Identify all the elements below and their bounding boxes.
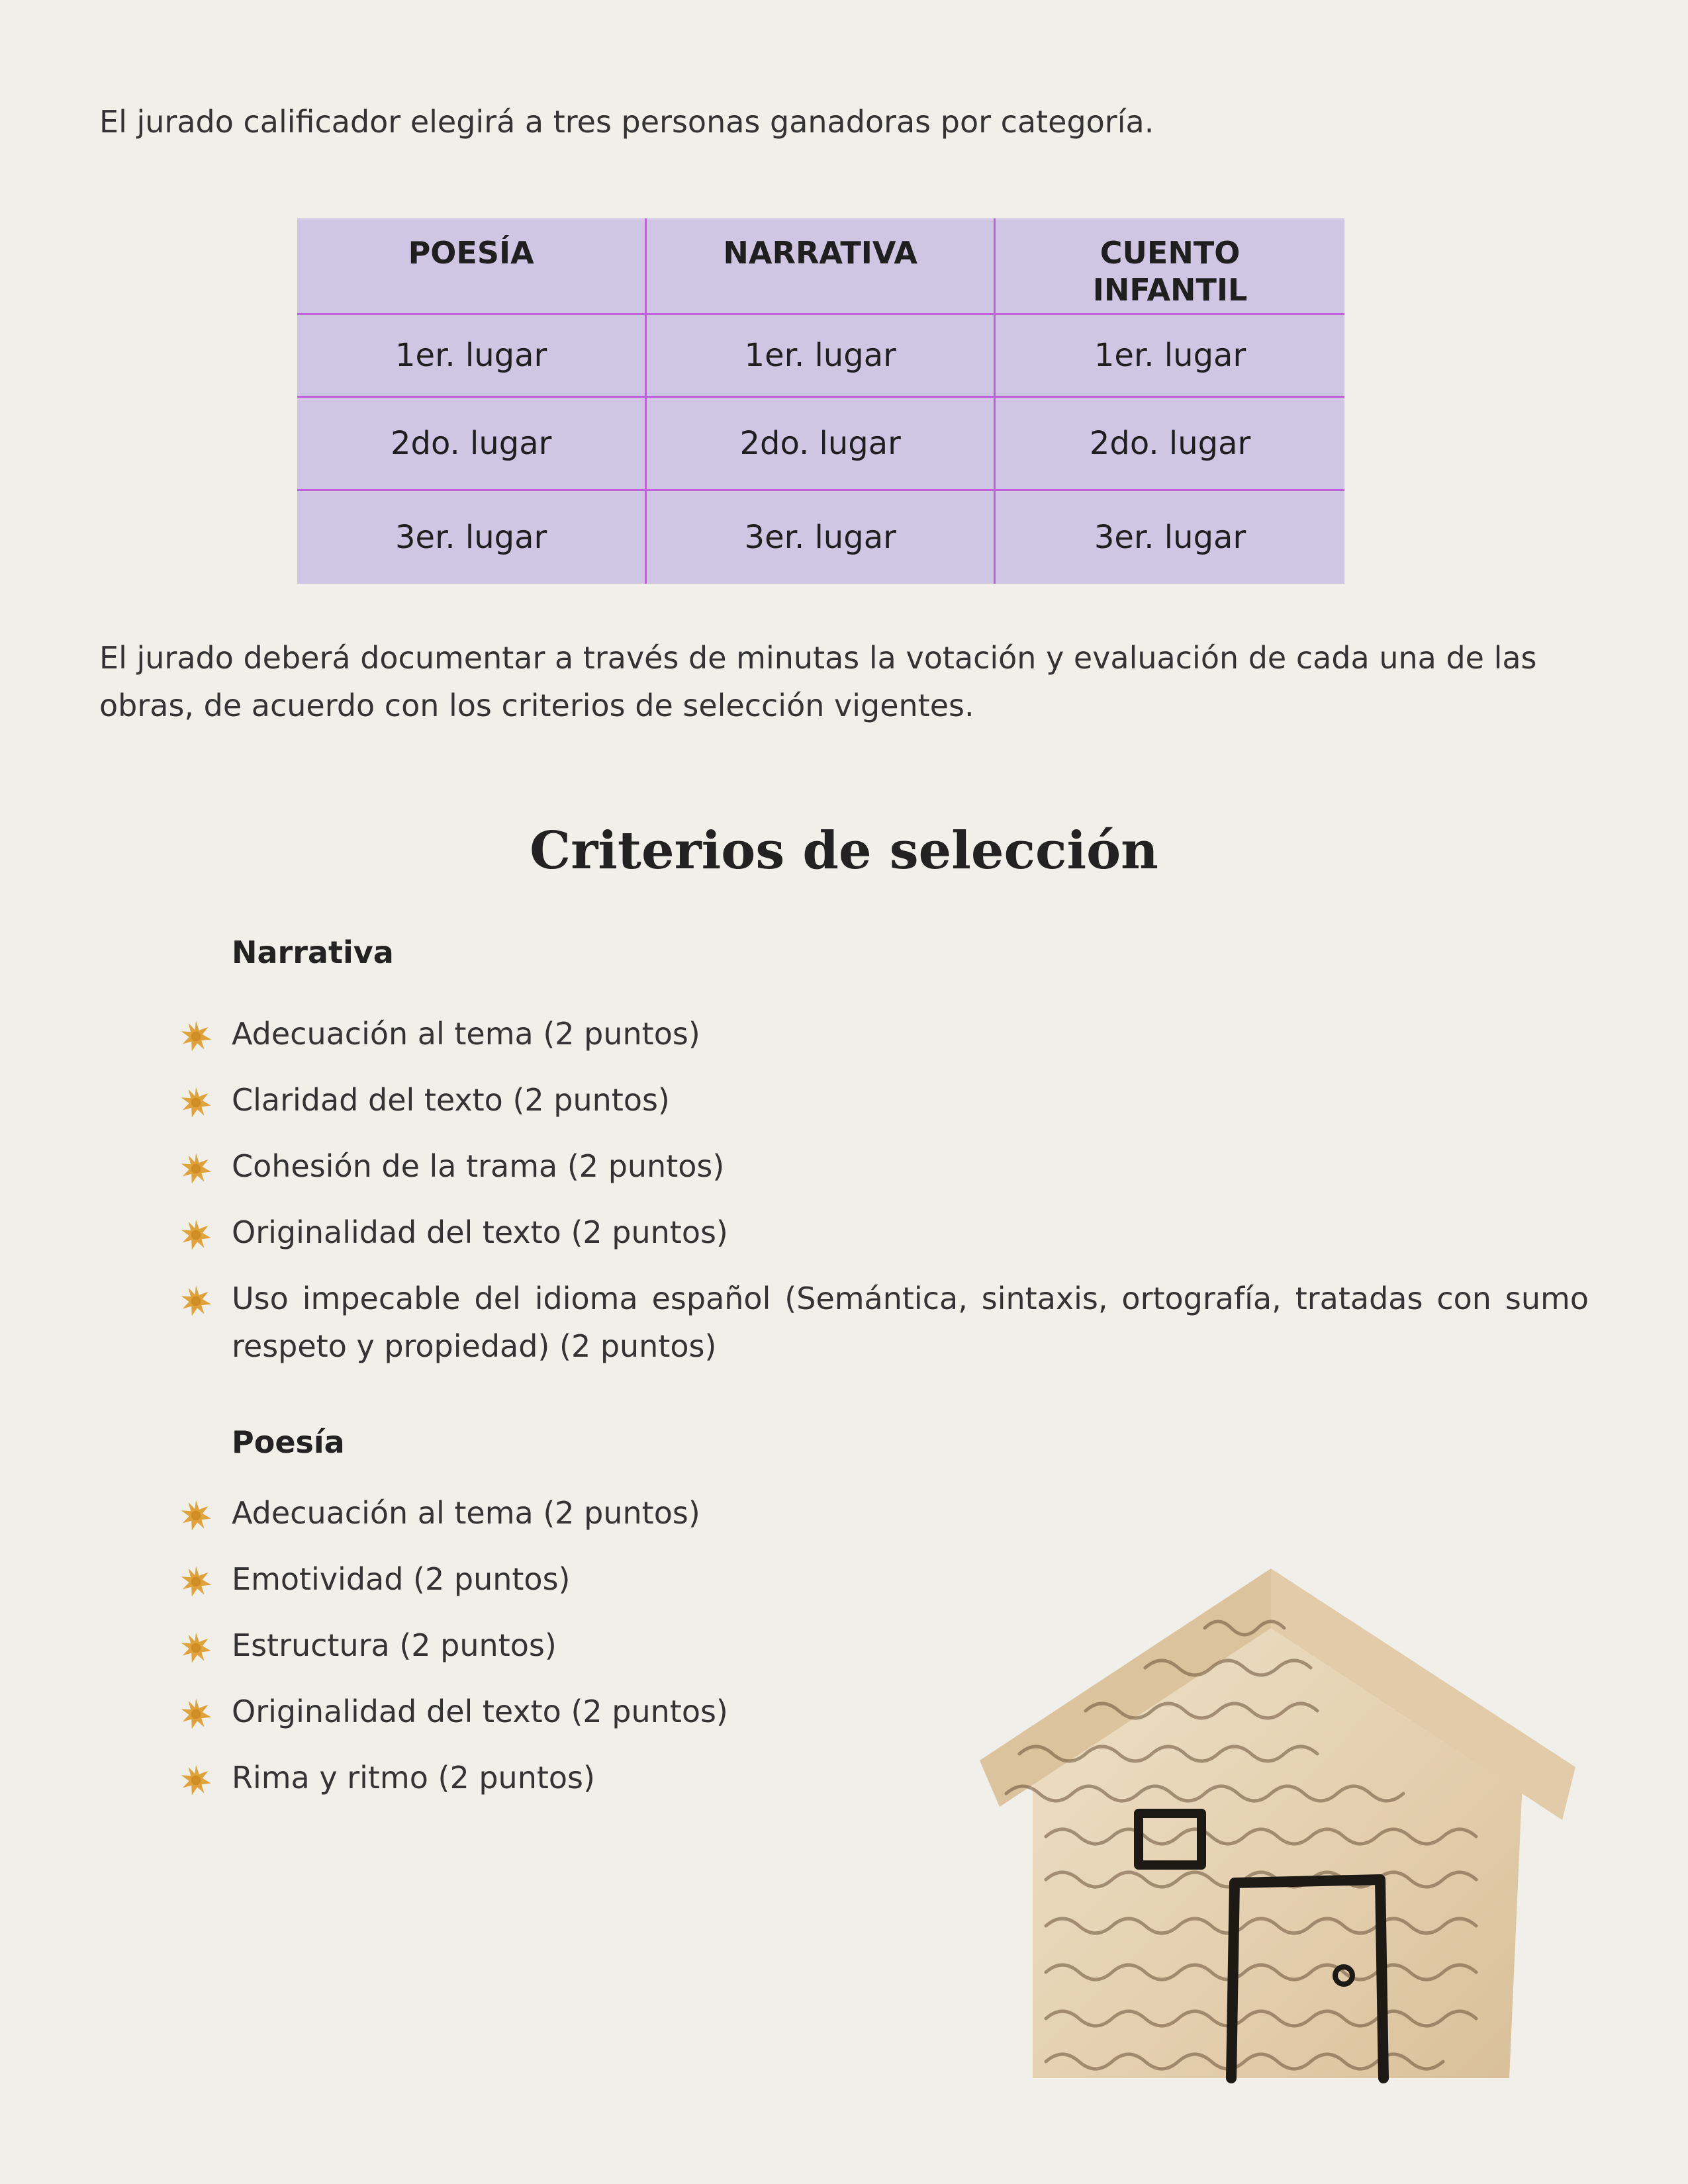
table-row [297,490,1344,584]
star-burst-icon [179,1498,213,1533]
header-poesia: POESÍA [297,218,646,314]
star-burst-icon [179,1284,213,1318]
table-cell: 2do. lugar [995,396,1344,490]
criterion-text: Originalidad del texto (2 puntos) [232,1214,728,1250]
header-cuento-infantil: CUENTO INFANTIL [995,218,1344,314]
list-item [179,1275,1589,1370]
table-cell: 2do. lugar [297,396,646,490]
table-row [297,396,1344,490]
criterion-text: Claridad del texto (2 puntos) [232,1082,670,1118]
criterion-text: Estructura (2 puntos) [232,1627,557,1663]
table-cell: 3er. lugar [995,490,1344,584]
criterion-text: Emotividad (2 puntos) [232,1561,571,1597]
star-burst-icon [179,1218,213,1252]
criteria-title: Criterios de selección [530,821,1158,881]
criterion-text: Cohesión de la trama (2 puntos) [232,1148,725,1184]
star-burst-icon [179,1697,213,1731]
list-item [179,1142,1589,1190]
star-burst-icon [179,1631,213,1665]
star-burst-icon [179,1763,213,1797]
intro-text: El jurado calificador elegirá a tres personas ganadoras por categoría. [99,104,1154,140]
table-cell: 2do. lugar [646,396,995,490]
criterion-text: Adecuación al tema (2 puntos) [232,1016,700,1052]
table-cell: 1er. lugar [995,314,1344,396]
prize-table [297,218,1344,584]
star-burst-icon [179,1019,213,1054]
criterion-text: Adecuación al tema (2 puntos) [232,1495,700,1531]
star-burst-icon [179,1085,213,1120]
table-row [297,314,1344,396]
narrativa-heading: Narrativa [232,934,394,970]
header-narrativa: NARRATIVA [646,218,995,314]
list-item [179,1010,1589,1058]
list-item [179,1076,1589,1124]
poesia-heading: Poesía [232,1424,345,1460]
table-cell: 3er. lugar [297,490,646,584]
star-burst-icon [179,1152,213,1186]
narrativa-criteria-list [179,1010,1589,1388]
table-cell: 1er. lugar [297,314,646,396]
jury-note-text: El jurado deberá documentar a través de minutas la votación y evaluación de cada una de las obras, de acuerdo con los criterios de selección vigentes. [99,640,1537,723]
list-item [179,1489,1589,1537]
star-burst-icon [179,1565,213,1599]
table-cell: 1er. lugar [646,314,995,396]
criterion-text: Uso impecable del idioma español (Semántica, sintaxis, ortografía, tratadas con sumo respeto y propiedad) (2 puntos) [232,1281,1589,1364]
table-cell: 3er. lugar [646,490,995,584]
paper-house-illustration [980,1569,1575,2091]
criterion-text: Originalidad del texto (2 puntos) [232,1694,728,1729]
table-header-row [297,218,1344,314]
criterion-text: Rima y ritmo (2 puntos) [232,1760,595,1796]
list-item [179,1208,1589,1256]
